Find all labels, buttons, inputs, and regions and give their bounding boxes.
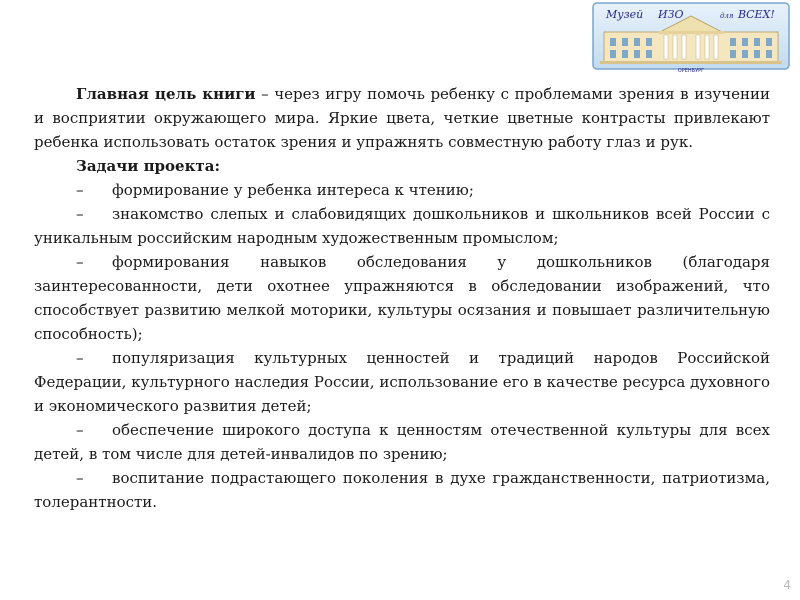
intro-text: – через игру помочь ребенку с проблемами зрения в изучении и восприятии окружающего мира. Яркие цвета, четкие цветные контрасты привлекают ребенка использовать остаток зрения и упражнять совместную работу глаз и рук. [34, 85, 770, 151]
list-item [34, 202, 770, 250]
dash-marker: – [76, 421, 84, 439]
intro-paragraph [34, 82, 770, 154]
list-item [34, 178, 770, 202]
logo-text-museum: Музей [606, 8, 644, 21]
tasks-heading: Задачи проекта: [76, 157, 220, 175]
tasks-list [34, 178, 770, 514]
dash-marker: – [76, 181, 84, 199]
list-item [34, 466, 770, 514]
list-item [34, 250, 770, 346]
dash-marker: – [76, 205, 84, 223]
task-text: формирования навыков обследования у дошкольников (благодаря заинтересованности, дети охотнее упражняются в обследовании изображений, что способствует развитию мелкой моторики, культуры осязания и повышает различительную способность); [34, 253, 770, 343]
task-text: обеспечение широкого доступа к ценностям отечественной культуры для всех детей, в том числе для детей-инвалидов по зрению; [34, 421, 770, 463]
task-text: формирование у ребенка интереса к чтению; [112, 181, 474, 199]
logo-caption: ОРЕНБУРГ [677, 68, 705, 74]
museum-logo [592, 2, 790, 74]
logo-text-for: для [720, 12, 734, 20]
dash-marker: – [76, 469, 84, 487]
task-text: воспитание подрастающего поколения в духе гражданственности, патриотизма, толерантности. [34, 469, 770, 511]
list-item [34, 418, 770, 466]
intro-bold: Главная цель книги [76, 85, 256, 103]
main-content [34, 82, 770, 514]
task-text: знакомство слепых и слабовидящих дошкольников и школьников всей России с уникальным российским народным художественным промыслом; [34, 205, 770, 247]
list-item [34, 346, 770, 418]
logo-text-all: ВСЕХ! [738, 8, 775, 21]
dash-marker: – [76, 253, 84, 271]
task-text: популяризация культурных ценностей и традиций народов Российской Федерации, культурного наследия России, использование его в качестве ресурса духовного и экономического развития детей; [34, 349, 770, 415]
logo-text-izo: ИЗО [658, 8, 684, 21]
dash-marker: – [76, 349, 84, 367]
page-number: 4 [783, 578, 791, 592]
